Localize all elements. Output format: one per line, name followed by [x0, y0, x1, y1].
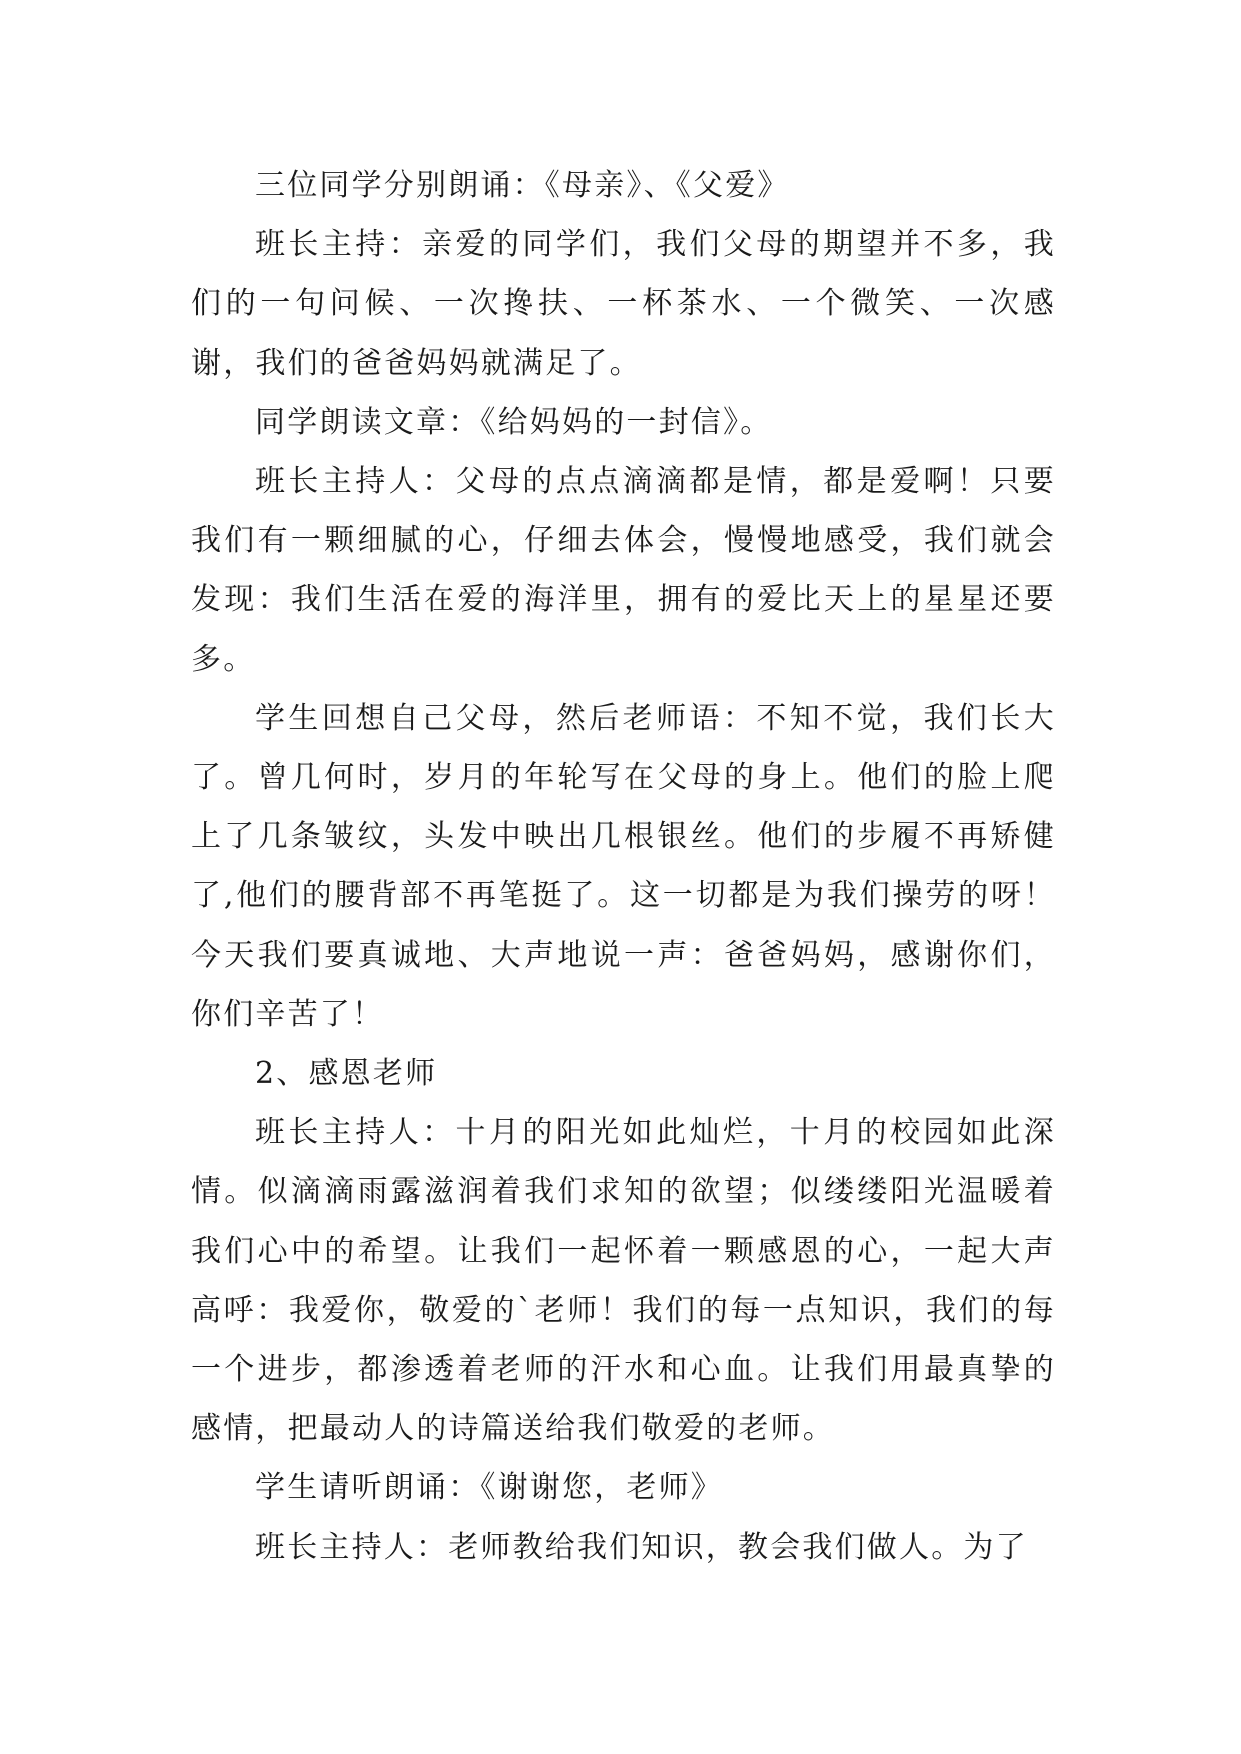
paragraph-recitation-thank-teacher: 学生请听朗诵：《谢谢您，老师》 [255, 1470, 723, 1506]
paragraph-recitation-mother-father: 三位同学分别朗诵：《母亲》、《父爱》 [255, 168, 790, 203]
paragraph-monitor-host-parents: 班长主持：亲爱的同学们，我们父母的期望并不多，我们的一句问候、一次搀扶、一杯茶水、一个微笑、一次感谢，我们的爸爸妈妈就满足了。 [191, 227, 1056, 381]
paragraph-monitor-host-october: 班长主持人：十月的阳光如此灿烂，十月的校园如此深情。似滴滴雨露滋润着我们求知的欲望；似缕缕阳光温暖着我们心中的希望。让我们一起怀着一颗感恩的心，一起大声高呼：我爱你，敬爱的`老师！我们的每一点知识，我们的每一个进步，都渗透着老师的汗水和心血。让我们用最真挚的感情，把最动人的诗篇送给我们敬爱的老师。 [191, 1115, 1056, 1447]
document-body [191, 156, 1056, 1577]
paragraph-monitor-host-love: 班长主持人：父母的点点滴滴都是情，都是爱啊！只要我们有一颗细腻的心，仔细去体会，慢慢地感受，我们就会发现：我们生活在爱的海洋里，拥有的爱比天上的星星还要多。 [191, 464, 1056, 677]
paragraph-letter-to-mom: 同学朗读文章：《给妈妈的一封信》。 [255, 404, 773, 440]
paragraph-teacher-speech: 学生回想自己父母，然后老师语：不知不觉，我们长大了。曾几何时，岁月的年轮写在父母的身上。他们的脸上爬上了几条皱纹，头发中映出几根银丝。他们的步履不再矫健了,他们的腰背部不再笔挺了。这一切都是为我们操劳的呀！今天我们要真诚地、大声地说一声：爸爸妈妈，感谢你们，你们辛苦了！ [191, 700, 1056, 1032]
section-heading-thank-teachers: 2、感恩老师 [255, 1056, 438, 1092]
paragraph-monitor-host-knowledge: 班长主持人：老师教给我们知识，教会我们做人。为了 [255, 1529, 1028, 1565]
